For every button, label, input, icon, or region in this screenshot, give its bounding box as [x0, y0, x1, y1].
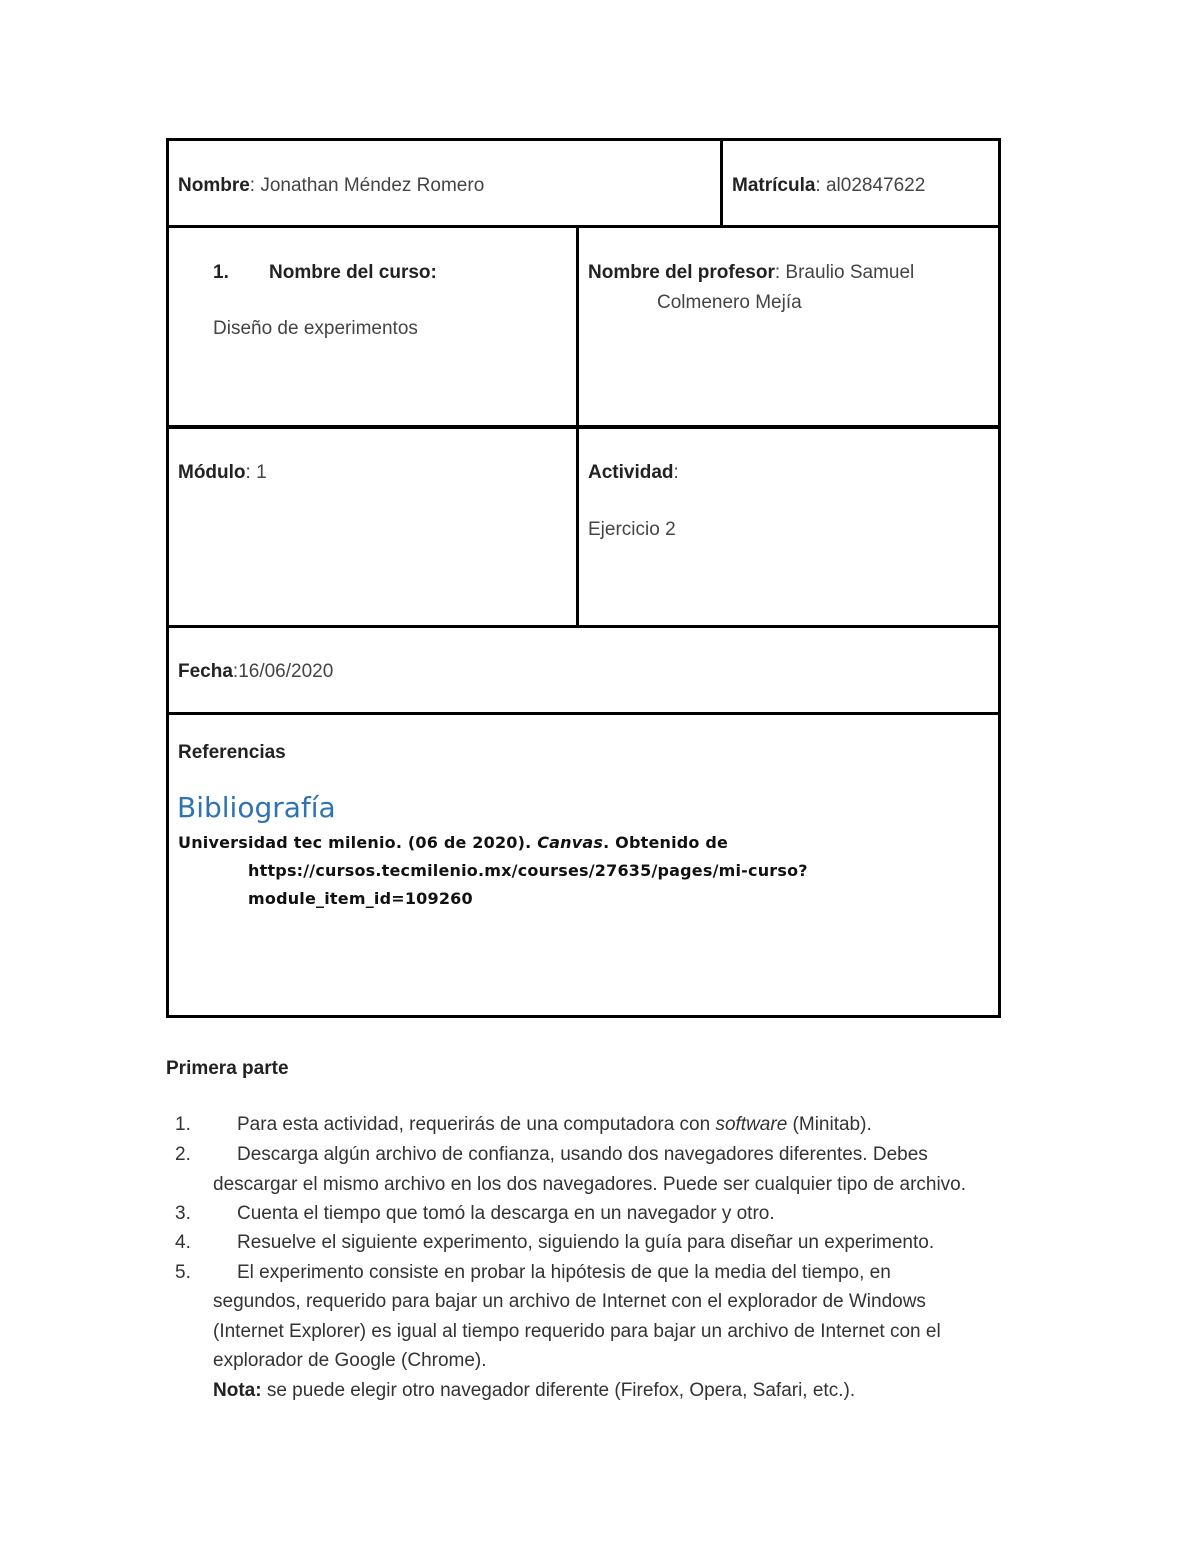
primera-parte-heading: Primera parte	[166, 1058, 289, 1079]
nota-label: Nota:	[213, 1380, 262, 1401]
matricula-field	[732, 174, 925, 198]
matricula-label: Matrícula	[732, 175, 816, 196]
list-item-text: (Internet Explorer) es igual al tiempo requerido para bajar un archivo de Internet con el	[213, 1321, 941, 1342]
entry-source: Canvas	[537, 833, 604, 852]
fecha-value: :16/06/2020	[232, 661, 334, 682]
modulo-field	[178, 461, 267, 485]
curso-value: Diseño de experimentos	[213, 318, 418, 339]
list-item-text: Para esta actividad, requerirás de una computadora con	[237, 1114, 716, 1135]
fecha-label: Fecha	[178, 661, 233, 682]
entry-url-line1[interactable]: https://cursos.tecmilenio.mx/courses/27635/pages/mi-curso?	[248, 861, 808, 880]
modulo-label: Módulo	[178, 462, 246, 483]
curso-number: 1.	[213, 262, 229, 283]
profesor-value-line2: Colmenero Mejía	[657, 292, 802, 313]
referencias-label: Referencias	[178, 742, 286, 763]
entry-url-line2[interactable]: module_item_id=109260	[248, 889, 473, 908]
bibliography-entry	[178, 833, 728, 852]
nota-text: se puede elegir otro navegador diferente (Firefox, Opera, Safari, etc.).	[261, 1380, 856, 1401]
bibliografia-heading: Bibliografía	[177, 791, 336, 824]
modulo-value: : 1	[245, 462, 267, 483]
list-item	[237, 1110, 872, 1140]
actividad-value: Ejercicio 2	[588, 519, 676, 540]
nombre-value: : Jonathan Méndez Romero	[249, 175, 485, 196]
actividad-field	[588, 461, 679, 485]
list-item-text: explorador de Google (Chrome).	[213, 1350, 487, 1371]
list-item-text: Cuenta el tiempo que tomó la descarga en un navegador y otro.	[237, 1203, 775, 1224]
profesor-cell	[576, 225, 1001, 429]
list-item-number: 3.	[175, 1203, 191, 1224]
profesor-field	[588, 261, 914, 285]
profesor-value-line1: : Braulio Samuel	[774, 262, 915, 283]
nombre-label: Nombre	[178, 175, 250, 196]
matricula-value: : al02847622	[815, 175, 926, 196]
list-item-tail: (Minitab).	[787, 1114, 872, 1135]
list-item-text: Descarga algún archivo de confianza, usando dos navegadores diferentes. Debes	[237, 1144, 928, 1165]
list-item-number: 1.	[175, 1114, 191, 1135]
list-item-text: Resuelve el siguiente experimento, siguiendo la guía para diseñar un experimento.	[237, 1232, 935, 1253]
fecha-field	[178, 660, 333, 684]
list-item-number: 5.	[175, 1262, 191, 1283]
list-item-text: El experimento consiste en probar la hipótesis de que la media del tiempo, en	[237, 1262, 891, 1283]
software-term: software	[715, 1114, 788, 1135]
list-item-number: 4.	[175, 1232, 191, 1253]
profesor-label: Nombre del profesor	[588, 262, 775, 283]
nota-line	[213, 1376, 855, 1406]
list-item-text: segundos, requerido para bajar un archivo de Internet con el explorador de Windows	[213, 1291, 926, 1312]
actividad-colon: :	[673, 462, 679, 483]
nombre-field	[178, 174, 484, 198]
entry-obtained: . Obtenido de	[603, 833, 729, 852]
modulo-cell	[166, 425, 579, 628]
entry-author: Universidad tec milenio. (06 de 2020).	[178, 833, 538, 852]
curso-label: Nombre del curso:	[269, 262, 437, 283]
list-item-number: 2.	[175, 1144, 191, 1165]
actividad-label: Actividad	[588, 462, 674, 483]
list-item-text: descargar el mismo archivo en los dos navegadores. Puede ser cualquier tipo de archivo.	[213, 1174, 967, 1195]
